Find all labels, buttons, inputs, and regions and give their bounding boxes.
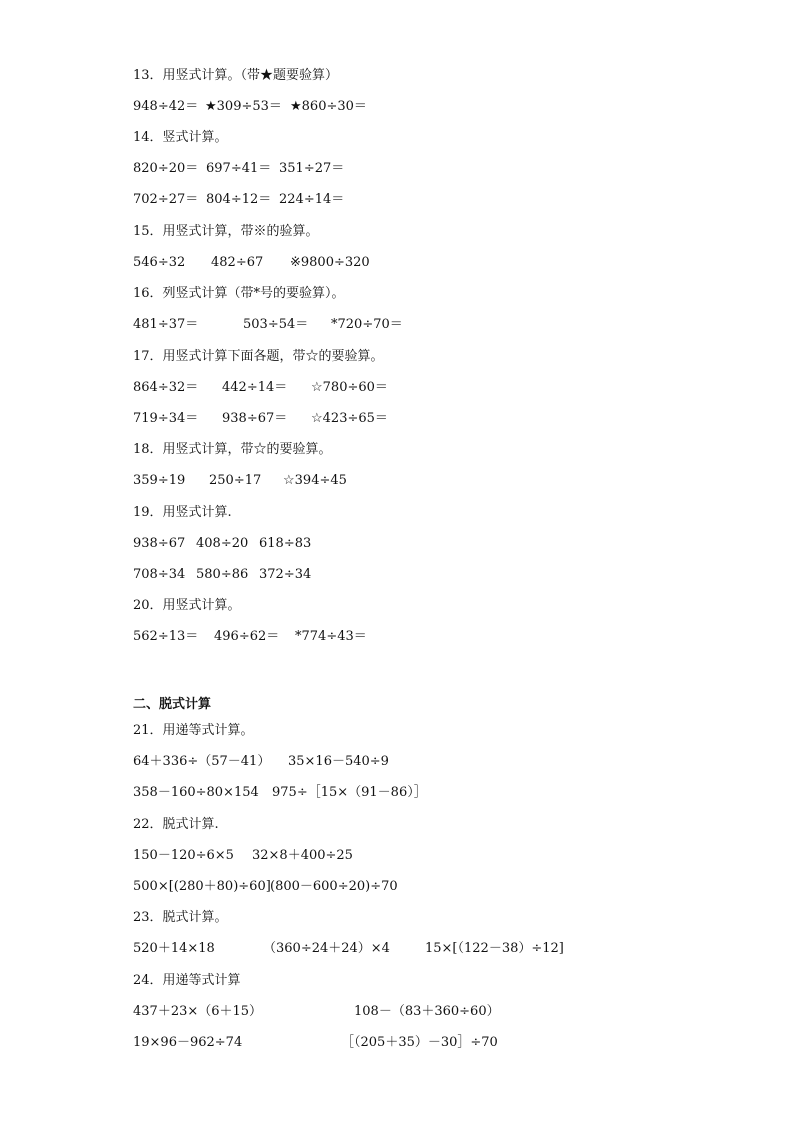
expression: 150－120÷6×5	[133, 848, 234, 863]
problem-23-title: 23．脱式计算。	[133, 910, 228, 925]
expression: 938÷67＝	[222, 411, 288, 426]
expression: 580÷86	[196, 567, 249, 582]
expression: 864÷32＝	[133, 380, 199, 395]
expression: 618÷83	[259, 536, 312, 551]
expression: 520＋14×18	[133, 941, 215, 956]
problem-22-title: 22．脱式计算.	[133, 817, 219, 832]
expression: 19×96－962÷74	[133, 1035, 243, 1050]
expression: 32×8＋400÷25	[252, 848, 353, 863]
problem-17-title: 17．用竖式计算下面各题，带☆的要验算。	[133, 349, 384, 364]
expression: 372÷34	[259, 567, 312, 582]
expression: 702÷27＝	[133, 192, 199, 207]
expression: 442÷14＝	[222, 380, 288, 395]
expression: 250÷17	[209, 473, 262, 488]
expression: 562÷13＝	[133, 629, 199, 644]
problem-21-title: 21．用递等式计算。	[133, 723, 254, 738]
expression: ※9800÷320	[290, 255, 370, 270]
problem-18-title: 18．用竖式计算，带☆的要验算。	[133, 442, 332, 457]
expression: （360÷24＋24）×4	[263, 941, 390, 956]
expression: 719÷34＝	[133, 411, 199, 426]
expression: 482÷67	[211, 255, 264, 270]
expression: 35×16－540÷9	[288, 754, 389, 769]
expression: 500×[(280＋80)÷60]	[133, 879, 271, 894]
expression: 503÷54＝	[243, 317, 309, 332]
expression: 108－（83＋360÷60）	[354, 1004, 500, 1019]
expression: 64＋336÷（57－41）	[133, 754, 271, 769]
expression: 224÷14＝	[279, 192, 345, 207]
problem-24-title: 24．用递等式计算	[133, 973, 241, 988]
expression: 697÷41＝	[206, 161, 272, 176]
problem-19-title: 19．用竖式计算.	[133, 505, 232, 520]
expression: 708÷34	[133, 567, 186, 582]
expression: 408÷20	[196, 536, 249, 551]
expression: ☆394÷45	[283, 473, 347, 488]
expression: (800－600÷20)÷70	[270, 879, 398, 894]
expression: ★309÷53＝	[205, 99, 282, 114]
expression: ☆423÷65＝	[311, 411, 388, 426]
problem-16-title: 16．列竖式计算（带*号的要验算）。	[133, 286, 345, 301]
expression: 358－160÷80×154	[133, 785, 259, 800]
expression: 437＋23×（6＋15）	[133, 1004, 263, 1019]
expression: 15×[（122－38）÷12]	[425, 941, 564, 956]
expression: *720÷70＝	[331, 317, 403, 332]
expression: ★860÷30＝	[290, 99, 367, 114]
expression: 351÷27＝	[279, 161, 345, 176]
expression: ☆780÷60＝	[311, 380, 388, 395]
expression: 820÷20＝	[133, 161, 199, 176]
expression: 481÷37＝	[133, 317, 199, 332]
problem-14-title: 14．竖式计算。	[133, 130, 228, 145]
problem-13-title: 13．用竖式计算。（带★题要验算）	[133, 68, 339, 83]
problem-20-title: 20．用竖式计算。	[133, 598, 241, 613]
expression: 496÷62＝	[214, 629, 280, 644]
expression: 948÷42＝	[133, 99, 199, 114]
expression: 975÷［15×（91－86）］	[272, 785, 427, 800]
expression: 938÷67	[133, 536, 186, 551]
expression: *774÷43＝	[295, 629, 367, 644]
expression: 804÷12＝	[206, 192, 272, 207]
expression: 546÷32	[133, 255, 186, 270]
expression: ［（205＋35）－30］÷70	[341, 1035, 498, 1050]
section-heading: 二、脱式计算	[133, 697, 212, 712]
expression: 359÷19	[133, 473, 186, 488]
problem-15-title: 15．用竖式计算，带※的验算。	[133, 224, 319, 239]
